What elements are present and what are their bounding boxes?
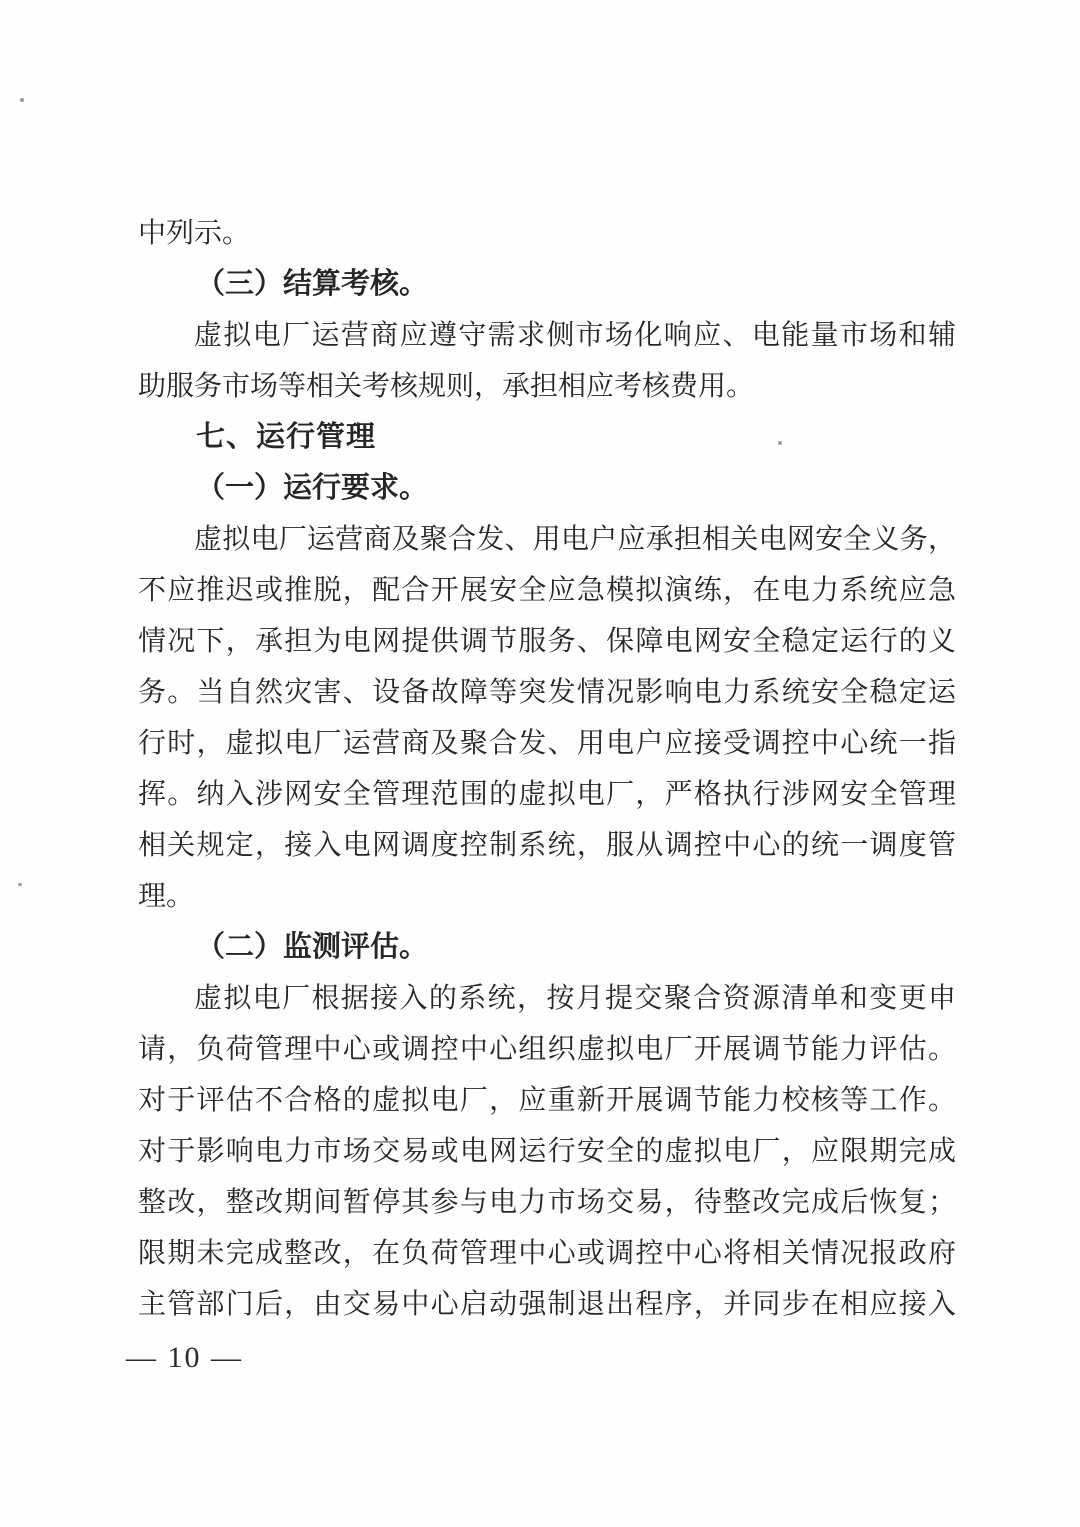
paragraph-line: 情况下，承担为电网提供调节服务、保障电网安全稳定运行的义 (138, 626, 956, 657)
page-number: — 10 — (126, 1341, 243, 1374)
paragraph-line: 虚拟电厂根据接入的系统，按月提交聚合资源清单和变更申 (194, 983, 956, 1014)
paragraph-line: 虚拟电厂运营商及聚合发、用电户应承担相关电网安全义务， (194, 524, 956, 555)
paragraph-line: 助服务市场等相关考核规则，承担相应考核费用。 (138, 371, 755, 402)
document-text-column (138, 208, 956, 1330)
paragraph-line: 挥。纳入涉网安全管理范围的虚拟电厂，严格执行涉网安全管理 (138, 779, 956, 810)
paragraph-line: 主管部门后，由交易中心启动强制退出程序，并同步在相应接入 (138, 1289, 956, 1320)
paragraph-line: 行时，虚拟电厂运营商及聚合发、用电户应接受调控中心统一指 (138, 728, 956, 759)
paragraph-line: 不应推迟或推脱，配合开展安全应急模拟演练，在电力系统应急 (138, 575, 956, 606)
paragraph-continuation: 中列示。 (138, 218, 251, 249)
paragraph-line: 理。 (138, 881, 195, 912)
scan-artifact (18, 883, 22, 886)
paragraph-line: 对于评估不合格的虚拟电厂，应重新开展调节能力校核等工作。 (138, 1085, 956, 1116)
paragraph-line: 务。当自然灾害、设备故障等突发情况影响电力系统安全稳定运 (138, 677, 956, 708)
heading-operation-management: 七、运行管理 (196, 421, 377, 453)
heading-operation-requirements: （一）运行要求。 (196, 472, 429, 504)
scan-artifact (20, 98, 24, 102)
paragraph-line: 整改，整改期间暂停其参与电力市场交易，待整改完成后恢复； (138, 1187, 956, 1218)
paragraph-line: 对于影响电力市场交易或电网运行安全的虚拟电厂，应限期完成 (138, 1136, 956, 1167)
heading-settlement-assessment: （三）结算考核。 (196, 268, 429, 300)
paragraph-line: 相关规定，接入电网调度控制系统，服从调控中心的统一调度管 (138, 830, 956, 861)
heading-monitoring-evaluation: （二）监测评估。 (196, 931, 429, 963)
paragraph-line: 虚拟电厂运营商应遵守需求侧市场化响应、电能量市场和辅 (194, 320, 956, 351)
paragraph-line: 请，负荷管理中心或调控中心组织虚拟电厂开展调节能力评估。 (138, 1034, 956, 1065)
paragraph-line: 限期未完成整改，在负荷管理中心或调控中心将相关情况报政府 (138, 1238, 956, 1269)
